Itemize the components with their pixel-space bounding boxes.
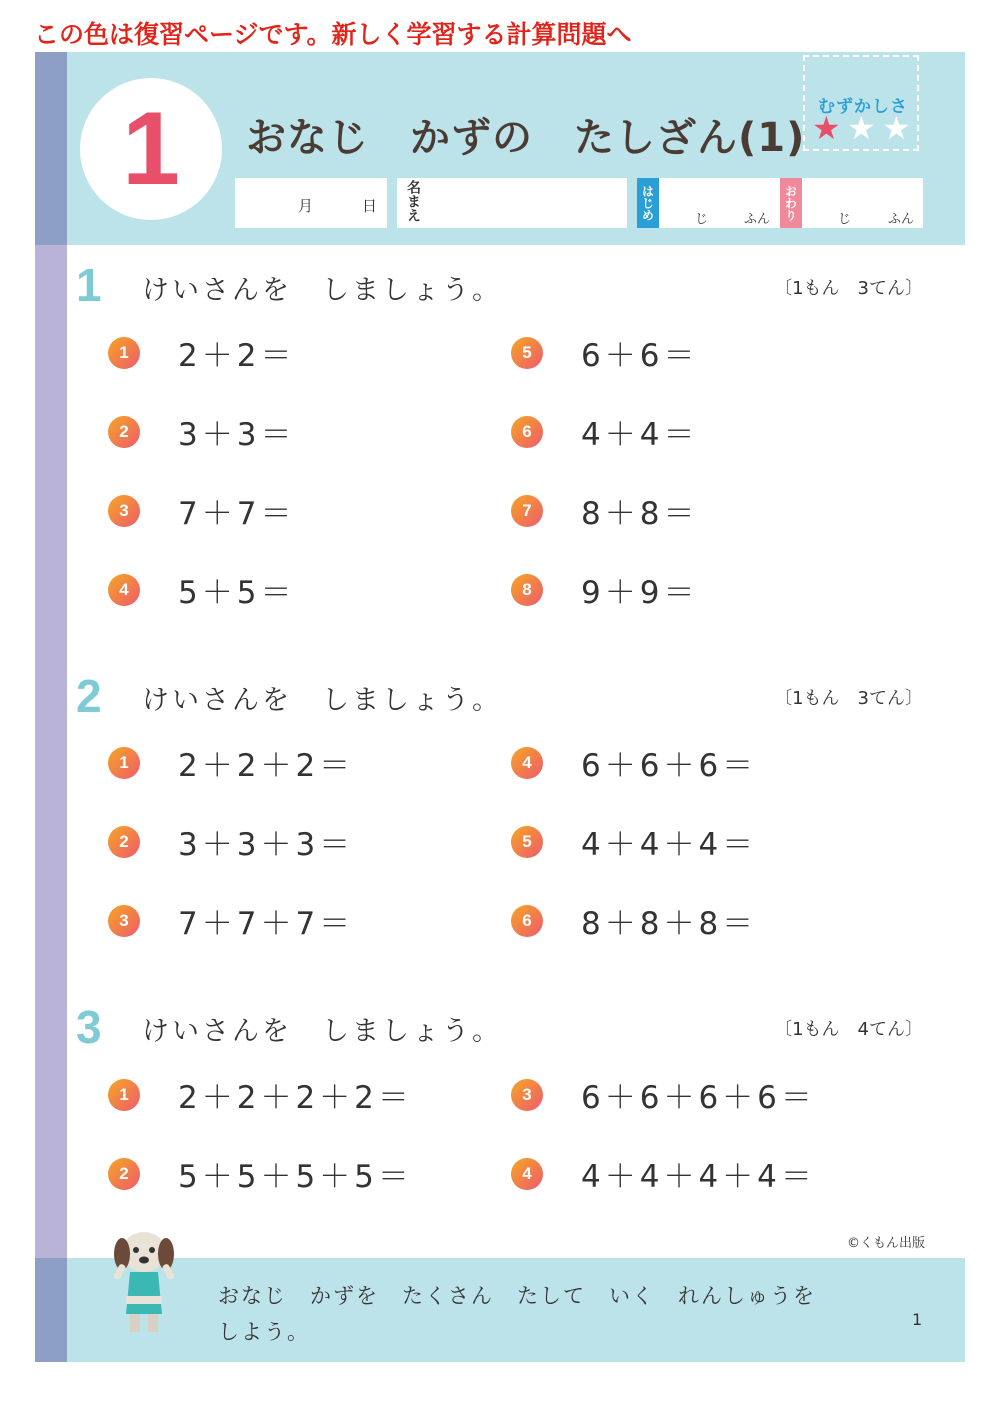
question-expression: 3＋3＝ [178,417,296,453]
question-expression: 5＋5＝ [178,575,296,611]
question-number-badge: 3 [108,905,140,937]
side-stripe-bottom [35,1258,67,1362]
question-item [108,1072,413,1117]
question-expression: 6＋6＝ [581,338,699,374]
question-expression: 4＋4＋4＝ [581,827,758,863]
question-number-badge: 6 [511,905,543,937]
question-number-badge: 5 [511,826,543,858]
question-expression: 5＋5＋5＋5＝ [178,1159,413,1195]
question-expression: 8＋8＝ [581,496,699,532]
end-hour-label: じ [838,212,852,227]
question-expression: 6＋6＋6＋6＝ [581,1080,816,1116]
review-note-line1: この色は復習ページです。新しく学習する計算問題へ [34,20,632,49]
footer-message: おなじ かずを たくさん たして いく れんしゅうを しよう。 [218,1284,839,1344]
question-expression: 3＋3＋3＝ [178,827,355,863]
question-expression: 2＋2＋2＋2＝ [178,1080,413,1116]
question-item [511,740,757,785]
side-stripe-top [35,52,67,245]
question-item [108,740,354,785]
date-day-label: 日 [362,197,378,215]
question-number-badge: 7 [511,495,543,527]
section-instruction: けいさんを しましょう。 [142,685,502,716]
star-icon-filled: ★ [812,109,841,147]
question-number-badge: 3 [108,495,140,527]
page-title: おなじ かずの たしざん(1) [246,115,806,161]
question-expression: 7＋7＝ [178,496,296,532]
question-expression: 2＋2＝ [178,338,296,374]
question-item [511,898,757,943]
question-expression: 2＋2＋2＝ [178,748,355,784]
section-number: 1 [76,259,102,311]
question-number-badge: 2 [108,416,140,448]
question-expression: 7＋7＋7＝ [178,906,355,942]
question-item [511,330,698,375]
question-item [511,1072,816,1117]
question-item [108,488,295,533]
lesson-number-badge [80,78,222,220]
dog-mascot-icon [102,1228,186,1338]
section-number: 3 [76,1001,102,1053]
question-item [108,898,354,943]
start-hour-label: じ [695,212,709,227]
question-number-badge: 6 [511,416,543,448]
start-time-tab: はじめ [637,178,659,228]
section-instruction: けいさんを しましょう。 [142,1016,502,1047]
question-number-badge: 3 [511,1079,543,1111]
question-number-badge: 4 [511,747,543,779]
question-item [511,567,698,612]
question-expression: 8＋8＋8＝ [581,906,758,942]
question-number-badge: 2 [108,1158,140,1190]
question-number-badge: 1 [108,337,140,369]
section-points: 〔1もん 3てん〕 [774,278,923,299]
question-item [108,1151,413,1196]
question-number-badge: 4 [108,574,140,606]
star-icon-empty: ★ [847,109,876,147]
name-label: 名まえ [405,180,421,222]
question-expression: 4＋4＝ [581,417,699,453]
question-item [511,819,757,864]
page-number: 1 [912,1310,923,1329]
section-instruction: けいさんを しましょう。 [142,275,502,306]
question-number-badge: 5 [511,337,543,369]
question-expression: 9＋9＝ [581,575,699,611]
question-item [108,819,354,864]
section-number: 2 [76,670,102,722]
question-item [511,409,698,454]
question-item [511,1151,816,1196]
name-field[interactable] [397,178,627,228]
question-item [108,330,295,375]
question-item [511,488,698,533]
side-stripe [35,52,67,1362]
question-expression: 6＋6＋6＝ [581,748,758,784]
question-expression: 4＋4＋4＋4＝ [581,1159,816,1195]
question-number-badge: 2 [108,826,140,858]
copyright: ©くもん出版 [847,1236,926,1251]
question-item [108,409,295,454]
question-number-badge: 8 [511,574,543,606]
question-number-badge: 1 [108,747,140,779]
start-minute-label: ふん [744,212,771,227]
lesson-number: 1 [122,91,180,207]
section-points: 〔1もん 4てん〕 [774,1019,923,1040]
date-month-label: 月 [298,197,314,215]
question-number-badge: 1 [108,1079,140,1111]
difficulty-label: むずかしさ [818,97,908,117]
end-minute-label: ふん [888,212,915,227]
section-points: 〔1もん 3てん〕 [774,688,923,709]
question-number-badge: 4 [511,1158,543,1190]
end-time-tab: おわり [780,178,802,228]
star-icon-empty: ★ [882,109,911,147]
question-item [108,567,295,612]
